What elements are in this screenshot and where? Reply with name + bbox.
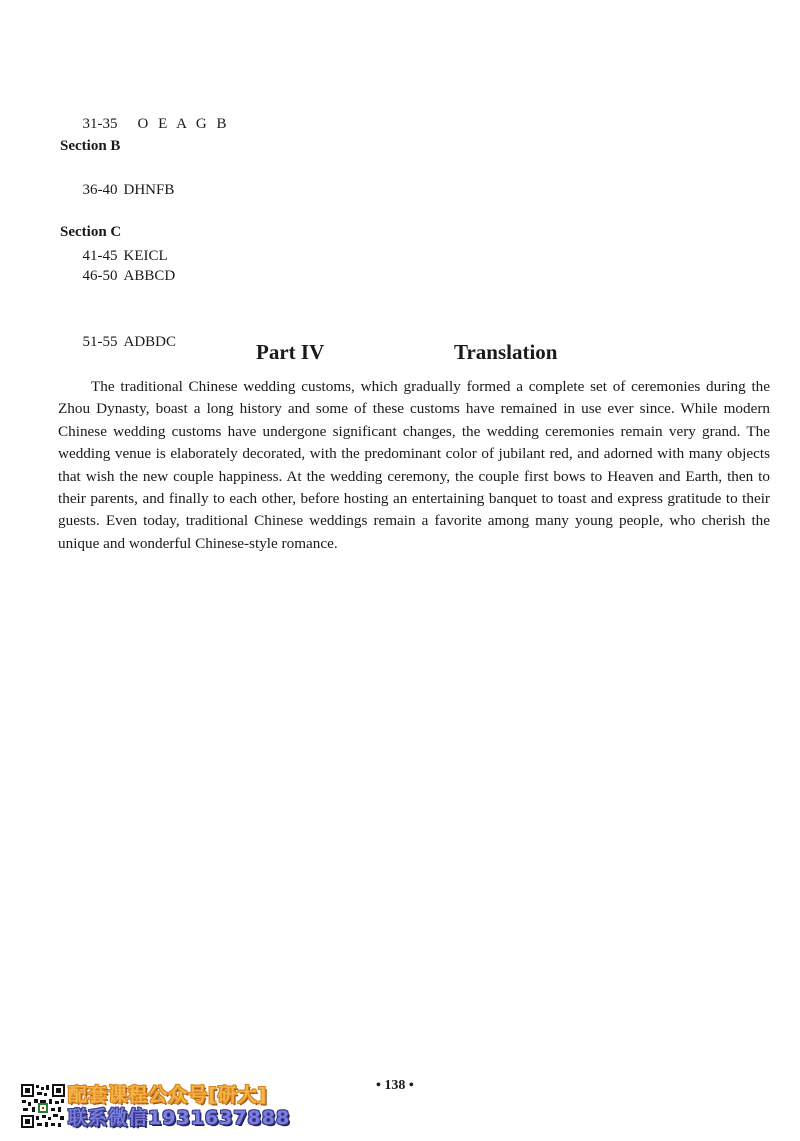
watermark xyxy=(20,1083,320,1133)
translation-paragraph: The traditional Chinese wedding customs, which gradually formed a complete set of ceremonies during the Zhou Dynasty, boast a long history and some of these customs have remained in use ever since. While modern Chinese wedding customs have undergone significant changes, the wedding ceremonies remain very grand. The wedding venue is elaborately decorated, with the predominant color of jubilant red, and adorned with many objects that wish the new couple happiness. At the wedding ceremony, the couple first bows to Heaven and Earth, then to their parents, and finally to each other, before hosting an entertaining banquet to toast and express gratitude to their guests. Even today, traditional Chinese weddings remain a favorite among many young people, who cherish the unique and wonderful Chinese-style romance. xyxy=(58,378,770,552)
answer-line xyxy=(60,309,176,375)
answer-line xyxy=(60,243,176,309)
answer-letters: ADBDC xyxy=(123,334,177,350)
answer-letters: DHNFB xyxy=(123,182,175,198)
watermark-line-1: 配套课程公众号[研大] xyxy=(68,1084,268,1106)
page-number: • 138 • xyxy=(376,1078,414,1093)
part-number-heading: Part IV xyxy=(256,340,325,364)
answer-range: 51-55 xyxy=(82,334,118,350)
answer-range: 31-35 xyxy=(82,116,118,132)
answer-range: 41-45 xyxy=(82,248,118,264)
section-c xyxy=(60,221,176,375)
answer-letters: ABBCD xyxy=(123,268,176,284)
part-title-heading: Translation xyxy=(454,340,558,364)
section-c-heading: Section C xyxy=(60,224,122,240)
qr-code-icon xyxy=(20,1083,66,1129)
section-b-heading: Section B xyxy=(60,138,121,154)
answer-line xyxy=(60,157,174,223)
answer-letters: KEICL xyxy=(123,248,168,264)
watermark-line-2: 联系微信1931637888 xyxy=(68,1107,291,1129)
answer-letters: O E A G B xyxy=(137,116,230,132)
answer-range: 46-50 xyxy=(82,268,118,284)
answer-range: 36-40 xyxy=(82,182,118,198)
